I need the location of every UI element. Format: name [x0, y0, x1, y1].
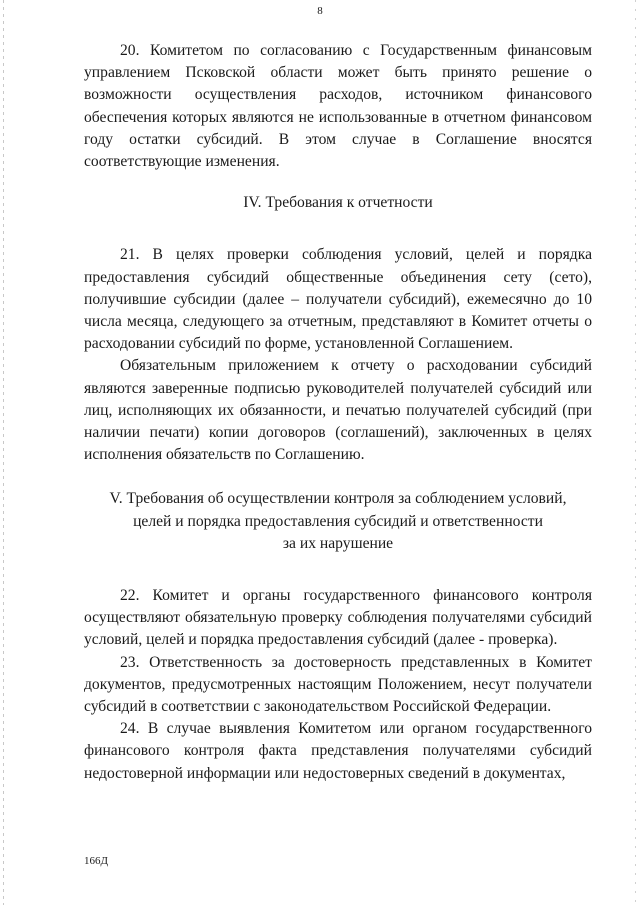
paragraph-20: 20. Комитетом по согласованию с Государственным финансовым управлением Псковской области может быть принято решение о возможности осуществления расходов, источником финансового обеспечения которых являются не использованные в отчетном финансовом году остатки субсидий. В этом случае в Соглашение вносятся соответствующие изменения.: [84, 42, 592, 171]
page-number: 8: [317, 5, 323, 17]
document-body: [84, 40, 592, 785]
paragraph-21-continued: Обязательным приложением к отчету о расходовании субсидий являются заверенные подписью руководителей получателей субсидий или лиц, исполняющих их обязанности, и печатью получателей субсидий (при наличии печати) копии договоров (соглашений), заключенных в целях исполнения обязательств по Соглашению.: [84, 357, 592, 464]
section-heading-5: [84, 488, 592, 555]
document-code: 166Д: [84, 855, 109, 867]
section-heading-5-line-3: за их нарушение: [282, 534, 394, 552]
paragraph-21: 21. В целях проверки соблюдения условий, целей и порядка предоставления субсидий общественные объединения сету (сето), получившие субсидии (далее – получатели субсидий), ежемесячно до 10 числа месяца, следующего за отчетным, представляют в Комитет отчеты о расходовании субсидий по форме, установленной Соглашением.: [84, 246, 592, 353]
paragraph-22: 22. Комитет и органы государственного финансового контроля осуществляют обязательную проверку соблюдения получателями субсидий условий, целей и порядка предоставления субсидий (далее - проверка).: [84, 587, 592, 649]
scan-edge-right: [635, 0, 636, 905]
section-heading-5-line-2: целей и порядка предоставления субсидий и ответственности: [133, 512, 543, 530]
scan-edge-left: [3, 0, 4, 905]
paragraph-23: 23. Ответственность за достоверность представленных в Комитет документов, предусмотренных настоящим Положением, несут получатели субсидий в соответствии с законодательством Российской Федерации.: [84, 653, 592, 716]
section-heading-4: IV. Требования к отчетности: [243, 194, 433, 212]
section-heading-5-line-1: V. Требования об осуществлении контроля за соблюдением условий,: [109, 490, 567, 508]
paragraph-24: 24. В случае выявления Комитетом или органом государственного финансового контроля факта представления получателями субсидий недостоверной информации или недостоверных сведений в документах,: [84, 720, 592, 782]
